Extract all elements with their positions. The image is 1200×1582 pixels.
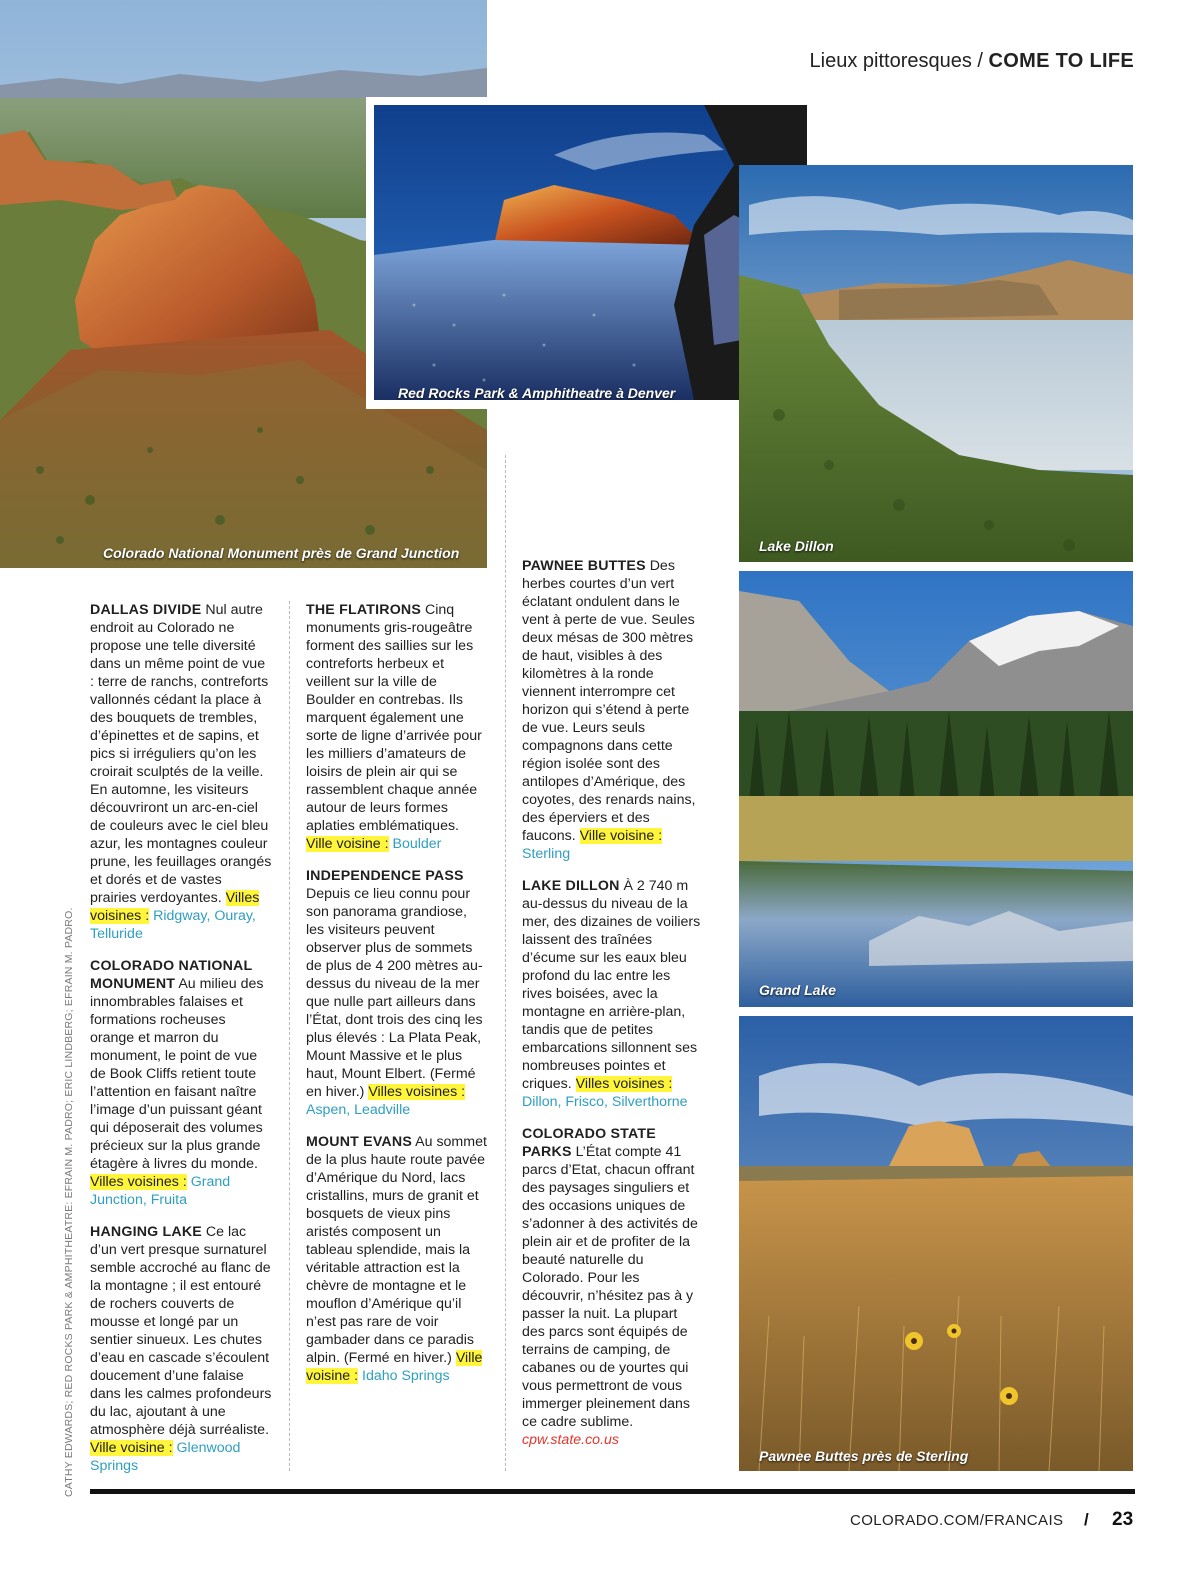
- article-title: COLORADO NATIONAL MONUMENT: [90, 958, 253, 992]
- nearby-towns: Grand Junction, Fruita: [90, 1174, 231, 1208]
- nearby-towns: Dillon, Frisco, Silverthorne: [522, 1094, 688, 1110]
- nearby-towns: Aspen, Leadville: [306, 1102, 411, 1118]
- article-body: Depuis ce lieu connu pour son panorama grandiose, les visiteurs peuvent observer plus de sommets de plus de 4 200 mètres au-dessus du niveau de la mer que nulle part ailleurs dans l’État, dont trois des cinq les plus élevés : La Plata Peak, Mount Massive et le plus haut, Mount Elbert. (Fermé en hiver.): [306, 886, 483, 1100]
- article-title: MOUNT EVANS: [306, 1134, 412, 1150]
- photo-caption: Lake Dillon: [759, 538, 834, 554]
- nearby-towns-label: Ville voisine :: [306, 1350, 483, 1384]
- article-pawnee-buttes: [522, 557, 704, 863]
- photo-credit: CATHY EDWARDS; RED ROCKS PARK & AMPHITHEATRE: EFRAIN M. PADRO; ERIC LINDBERG; EFRAIN M. PADRO.: [63, 907, 75, 1497]
- photo-caption: Grand Lake: [759, 982, 837, 998]
- article-body: Nul autre endroit au Colorado ne propose une telle diversité dans un même point de vue : terre de ranchs, contreforts vallonnés cédant la place à des bouquets de trembles, d’épinettes et de sapins, et pics si irréguliers qu’on les croirait sculptés de la veille. En automne, les visiteurs découvriront un arc-en-ciel de couleurs avec le ciel bleu azur, les montagnes couleur prune, les feuillages orangés et dorés et de vastes prairies verdoyantes.: [90, 602, 272, 906]
- header-separator: /: [977, 50, 983, 72]
- article-body: Cinq monuments gris-rougeâtre forment des saillies sur les contreforts herbeux et veillent sur la ville de Boulder en contrebas. Ils marquent également une sorte de ligne d’arrivée pour les milliers d’amateurs de loisirs de plein air qui se rassemblent chaque année autour de leurs formes aplaties emblématiques.: [306, 602, 482, 834]
- article-body: Des herbes courtes d’un vert éclatant ondulent dans le vent à perte de vue. Seules deux mésas de 300 mètres de haut, visibles à des kilomètres à la ronde viennent interrompre cet horizon qui s’étend à perte de vue. Leurs seuls compagnons dans cette région isolée sont des antilopes d’Amérique, des coyotes, des renards nains, des éperviers et des faucons.: [522, 558, 696, 844]
- state-parks-link[interactable]: cpw.state.co.us: [522, 1432, 619, 1448]
- article-colorado-national-monument: [90, 957, 272, 1209]
- nearby-towns: Idaho Springs: [362, 1368, 450, 1384]
- article-title: LAKE DILLON: [522, 878, 620, 894]
- article-independence-pass: [306, 867, 488, 1119]
- text-column-2: [306, 601, 488, 1399]
- nearby-towns-label: Villes voisines :: [90, 890, 260, 924]
- article-body: Au milieu des innombrables falaises et formations rocheuses orange et marron du monument, le point de vue de Book Cliffs retient toute l’attention en faisant naître l’image d’un puissant géant qui déposerait des volumes précieux sur la plus grande étagère à livres du monde.: [90, 976, 264, 1172]
- nearby-towns: Sterling: [522, 846, 571, 862]
- page-number: 23: [1112, 1509, 1134, 1530]
- photo-lake-dillon: [739, 165, 1133, 562]
- article-lake-dillon: [522, 877, 704, 1111]
- photo-pawnee-buttes: [739, 1016, 1133, 1471]
- nearby-towns-label: Villes voisines :: [575, 1076, 673, 1092]
- nearby-towns-label: Ville voisine :: [90, 1440, 173, 1456]
- photo-caption: Red Rocks Park & Amphitheatre à Denver: [398, 385, 676, 400]
- nearby-towns-label: Ville voisine :: [306, 836, 389, 852]
- article-body: À 2 740 m au-dessus du niveau de la mer, des dizaines de voiliers laissent des traînées d’écume sur les eaux bleu profond du lac entre les rives boisées, avec la montagne en arrière-plan, tandis que de petites embarcations sillonnent ses nombreuses pointes et criques.: [522, 878, 701, 1092]
- photo-caption: Pawnee Buttes près de Sterling: [759, 1448, 969, 1464]
- photo-caption: Colorado National Monument près de Grand Junction: [103, 545, 460, 561]
- nearby-towns: Ridgway, Ouray, Telluride: [90, 908, 256, 942]
- photo-grand-lake: [739, 571, 1133, 1007]
- footer-website-link[interactable]: COLORADO.COM/FRANCAIS: [850, 1512, 1064, 1529]
- article-title: PAWNEE BUTTES: [522, 558, 646, 574]
- article-body: Ce lac d’un vert presque surnaturel semble accroché au flanc de la montagne ; il est entouré de rochers couverts de mousse et longé par un sentier sinueux. Les chutes d’eau en cascade s’écoulent doucement d’une falaise dans les calmes profondeurs du lac, ajoutant à une atmosphère déjà surréaliste.: [90, 1224, 272, 1438]
- article-dallas-divide: [90, 601, 272, 943]
- nearby-towns-label: Villes voisines :: [368, 1084, 466, 1100]
- article-body: Au sommet de la plus haute route pavée d’Amérique du Nord, lacs cristallins, murs de granit et bosquets de vieux pins aristés composent un tableau splendide, mais la véritable attraction est la chèvre de montagne et le mouflon d’Amérique qu’il n’est pas rare de voir gambader dans ce paradis alpin. (Fermé en hiver.): [306, 1134, 487, 1366]
- article-title: DALLAS DIVIDE: [90, 602, 202, 618]
- footer-rule: [90, 1489, 1135, 1494]
- article-title: INDEPENDENCE PASS: [306, 868, 464, 884]
- article-title: COLORADO STATE PARKS: [522, 1126, 656, 1160]
- nearby-towns: Glenwood Springs: [90, 1440, 241, 1474]
- article-colorado-state-parks: [522, 1125, 704, 1449]
- article-title: THE FLATIRONS: [306, 602, 422, 618]
- nearby-towns-label: Villes voisines :: [90, 1174, 187, 1190]
- article-title: HANGING LAKE: [90, 1224, 202, 1240]
- section-header: [810, 50, 1134, 73]
- article-mount-evans: [306, 1133, 488, 1385]
- footer-separator: /: [1084, 1510, 1089, 1529]
- text-column-3: [522, 557, 704, 1463]
- article-hanging-lake: [90, 1223, 272, 1475]
- text-column-1: [90, 601, 272, 1489]
- nearby-towns: Boulder: [392, 836, 442, 852]
- article-flatirons: [306, 601, 488, 853]
- column-divider: [505, 455, 506, 1471]
- nearby-towns-label: Ville voisine :: [579, 828, 663, 844]
- section-tagline: COME TO LIFE: [988, 50, 1134, 72]
- article-body: L’État compte 41 parcs d’Etat, chacun offrant des paysages singuliers et des occasions uniques de s’adonner à des activités de plein air et de profiter de la beauté naturelle du Colorado. Pour les découvrir, n’hésitez pas à y passer la nuit. La plupart des parcs sont équipés de terrains de camping, de cabanes ou de yourtes qui vous permettront de vous immerger pleinement dans ce cadre sublime.: [522, 1144, 698, 1430]
- section-name: Lieux pittoresques: [809, 50, 972, 72]
- column-divider: [289, 601, 290, 1471]
